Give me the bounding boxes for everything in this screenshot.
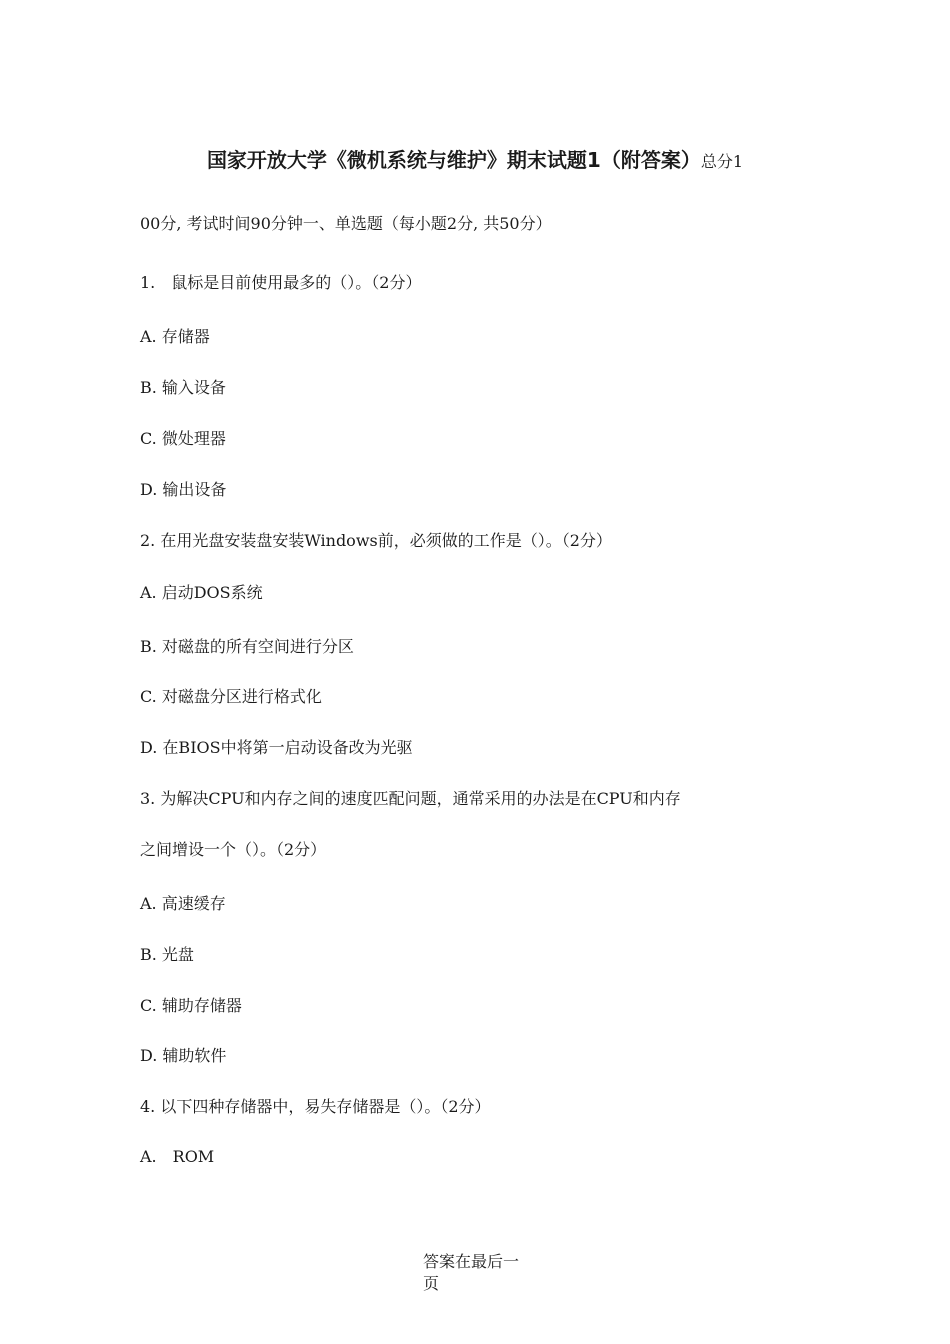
question-4-option-a: A. ROM	[140, 1147, 215, 1166]
question-3-option-d: D. 辅助软件	[140, 1046, 227, 1065]
footer-note	[0, 1251, 950, 1295]
footer-note-text: 答案在最后一页	[423, 1252, 520, 1293]
question-1-stem: 1. 鼠标是目前使用最多的（）。（2分）	[140, 273, 422, 292]
question-2-option-b: B. 对磁盘的所有空间进行分区	[140, 637, 354, 656]
question-2-stem: 2. 在用光盘安装盘安装Windows前，必须做的工作是（）。（2分）	[140, 531, 612, 550]
question-4-stem: 4. 以下四种存储器中，易失存储器是（）。（2分）	[140, 1097, 491, 1116]
question-1-option-c: C. 微处理器	[140, 429, 226, 448]
intro-text: 00分, 考试时间90分钟一、单选题（每小题2分, 共50分）	[140, 214, 552, 233]
question-2-option-c: C. 对磁盘分区进行格式化	[140, 687, 322, 706]
question-3-option-a: A. 高速缓存	[140, 894, 226, 913]
question-3-stem-continued: 之间增设一个（）。（2分）	[140, 840, 327, 859]
title-main: 国家开放大学《微机系统与维护》期末试题1（附答案）	[206, 148, 701, 172]
page-title	[0, 146, 950, 176]
question-3-option-b: B. 光盘	[140, 945, 194, 964]
question-1-option-b: B. 输入设备	[140, 378, 226, 397]
question-1-option-a: A. 存储器	[140, 327, 210, 346]
question-2-option-d: D. 在BIOS中将第一启动设备改为光驱	[140, 738, 413, 757]
title-suffix: 总分1	[700, 152, 744, 171]
question-2-option-a: A. 启动DOS系统	[140, 583, 263, 602]
question-3-stem: 3. 为解决CPU和内存之间的速度匹配问题，通常采用的办法是在CPU和内存	[140, 789, 681, 808]
question-1-option-d: D. 输出设备	[140, 480, 227, 499]
question-3-option-c: C. 辅助存储器	[140, 996, 242, 1015]
